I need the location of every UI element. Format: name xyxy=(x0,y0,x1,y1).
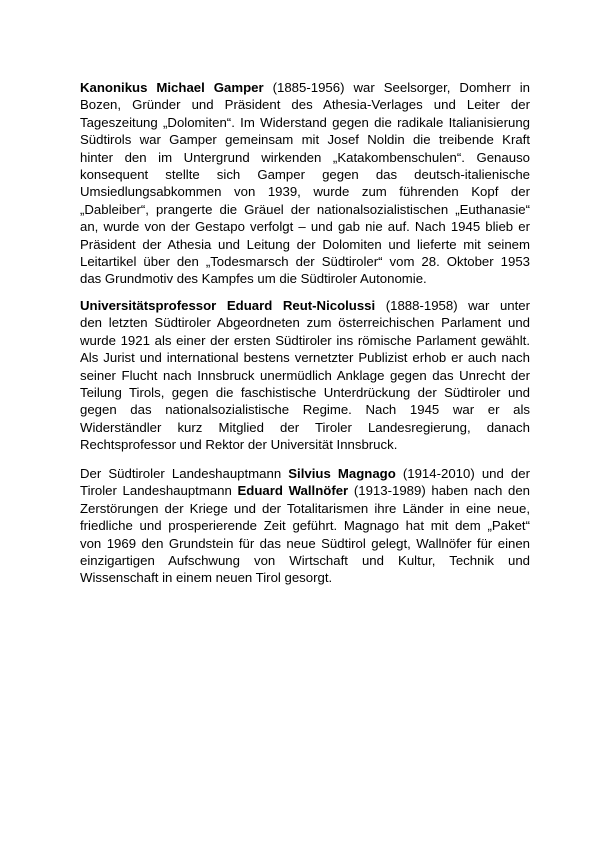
text-run: Südtirols war Gamper gemeinsam mit Josef Noldin die treibende Kraft xyxy=(80,132,530,148)
text-line xyxy=(80,218,530,235)
text-run: Teilung Tirols, gegen die faschistische Unterdrückung der Südtiroler und xyxy=(80,385,530,401)
text-run: einzigartigen Aufschwung von Wirtschaft und Kultur, Technik und xyxy=(80,553,530,569)
text-line xyxy=(80,401,530,418)
text-line xyxy=(80,349,530,366)
text-line xyxy=(80,149,530,166)
text-line xyxy=(80,314,530,331)
text-run: friedliche und prosperierende Zeit geführt. Magnago hat mit dem „Paket“ xyxy=(80,518,530,534)
text-line xyxy=(80,436,530,453)
text-run: Leitartikel über den „Todesmarsch der Südtiroler“ vom 28. Oktober 1953 xyxy=(80,254,530,270)
bold-name: Kanonikus Michael Gamper xyxy=(80,80,264,95)
text-run: Rechtsprofessor und Rektor der Universität Innsbruck. xyxy=(80,437,398,453)
text-run: (1913-1989) haben nach den xyxy=(348,483,530,499)
text-line xyxy=(80,384,530,401)
text-run: Präsident der Athesia und Leitung der Dolomiten und lieferte mit seinem xyxy=(80,236,530,252)
bold-name: Universitätsprofessor Eduard Reut-Nicolussi xyxy=(80,298,376,313)
text-run: Tiroler Landeshauptmann xyxy=(80,483,238,499)
text-line xyxy=(80,552,530,569)
text-line xyxy=(80,236,530,253)
text-run: Bozen, Gründer und Präsident des Athesia-Verlages und Leiter der xyxy=(80,97,530,113)
text-run: Wissenschaft in einem neuen Tirol gesorgt. xyxy=(80,570,333,586)
text-run: das Grundmotiv des Kampfes um die Südtiroler Autonomie. xyxy=(80,271,427,287)
text-run: Als Jurist und international bestens vernetzter Publizist erhob er auch nach xyxy=(80,350,530,366)
text-run: an, wurde von der Gestapo verfolgt – und gab nie auf. Nach 1945 blieb er xyxy=(80,219,530,235)
text-line xyxy=(80,166,530,183)
bold-name: Eduard Wallnöfer xyxy=(237,483,349,499)
text-line xyxy=(80,419,530,436)
text-run: (1885-1956) war Seelsorger, Domherr in xyxy=(263,80,530,95)
text-line xyxy=(80,535,530,552)
text-run: „Dableiber“, prangerte die Gräuel der nationalsozialistischen „Euthanasie“ xyxy=(80,201,530,217)
text-line xyxy=(80,183,530,200)
text-run: Tageszeitung „Dolomiten“. Im Widerstand gegen die radikale Italianisierung xyxy=(80,114,530,130)
text-run: von 1969 den Grundstein für das neue Südtirol gelegt, Wallnöfer für einen xyxy=(80,535,530,551)
text-line xyxy=(80,332,530,349)
text-line xyxy=(80,482,530,499)
text-line xyxy=(80,270,530,287)
text-run: Widerständler kurz Mitglied der Tiroler Landesregierung, danach xyxy=(80,419,530,435)
text-run: den letzten Südtiroler Abgeordneten zum österreichischen Parlament und xyxy=(80,315,530,331)
text-run: Zerstörungen der Kriege und der Totalitarismen ihre Länder in eine neue, xyxy=(80,500,530,516)
text-line xyxy=(80,201,530,218)
text-line xyxy=(80,253,530,270)
text-line xyxy=(80,96,530,113)
text-line xyxy=(80,465,530,482)
text-run: konsequent stellte sich Gamper gegen das deutsch-italienische xyxy=(80,167,530,183)
text-line xyxy=(80,131,530,148)
text-run: Umsiedlungsabkommen von 1939, wurde zum führenden Kopf der xyxy=(80,184,530,200)
paragraph-magnago-wallnoefer xyxy=(80,465,530,587)
text-run: (1914-2010) und der xyxy=(395,466,530,481)
paragraph-reut-nicolussi xyxy=(80,297,530,454)
text-run: gegen das nationalsozialistische Regime. Nach 1945 war er als xyxy=(80,402,530,418)
text-run: (1888-1958) war unter xyxy=(375,298,530,313)
text-line xyxy=(80,500,530,517)
text-run: seiner Flucht nach Innsbruck unermüdlich Anklage gegen das Unrecht der xyxy=(80,367,530,383)
text-line xyxy=(80,114,530,131)
text-run: Der Südtiroler Landeshauptmann xyxy=(80,466,289,481)
bold-name: Silvius Magnago xyxy=(288,466,396,481)
text-run: wurde 1921 als einer der ersten Südtiroler ins römische Parlament gewählt. xyxy=(80,332,530,348)
text-line xyxy=(80,79,530,96)
text-run: hinter den im Untergrund wirkenden „Katakombenschulen“. Genauso xyxy=(80,149,530,165)
text-line xyxy=(80,367,530,384)
text-line xyxy=(80,297,530,314)
text-line xyxy=(80,569,530,586)
paragraph-gamper xyxy=(80,79,530,288)
text-line xyxy=(80,517,530,534)
